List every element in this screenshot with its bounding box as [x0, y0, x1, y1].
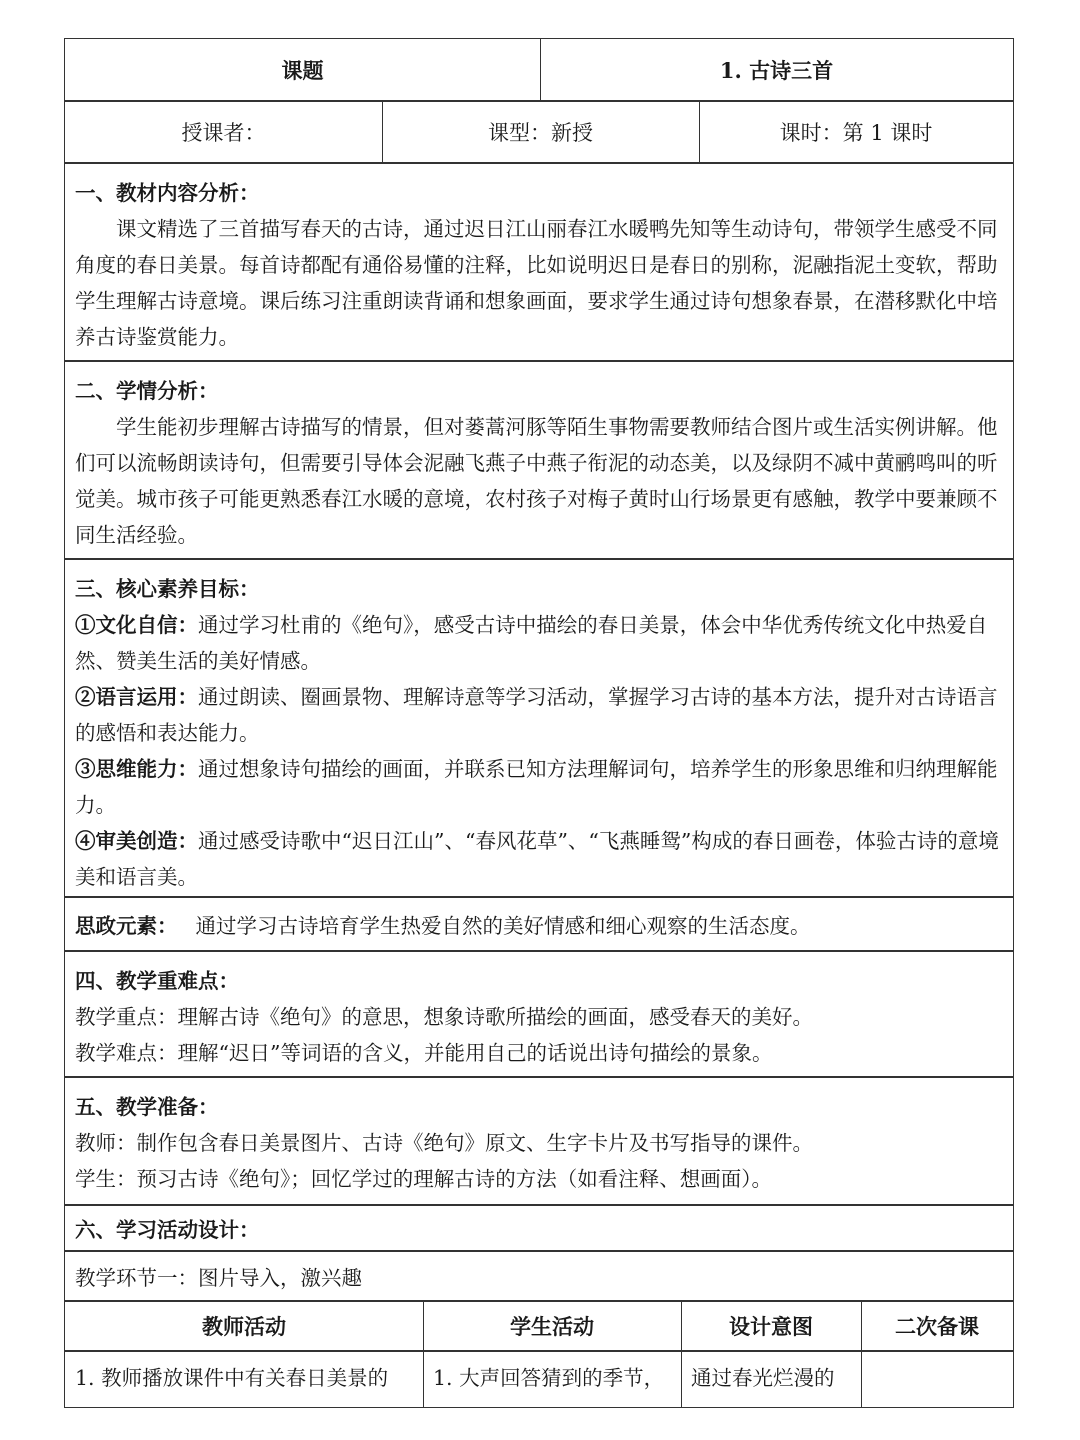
student-analysis-section	[64, 360, 1014, 560]
student-activity-cell: 1. 大声回答猜到的季节，	[433, 1366, 665, 1390]
textbook-analysis-section	[64, 162, 1014, 362]
teacher-field: 授课者：	[181, 121, 266, 145]
activity-table-header	[64, 1300, 1014, 1352]
section-heading: 二、学情分析：	[75, 379, 219, 403]
student-prep: 学生：预习古诗《绝句》；回忆学过的理解古诗的方法（如看注释、想画面）。	[75, 1167, 772, 1191]
design-intent-cell: 通过春光烂漫的	[691, 1366, 835, 1390]
teacher-prep: 教师：制作包含春日美景图片、古诗《绝句》原文、生字卡片及书写指导的课件。	[75, 1131, 813, 1155]
goal-item: ①文化自信：通过学习杜甫的《绝句》，感受古诗中描绘的春日美景，体会中华优秀传统文化中热爱自然、赞美生活的美好情感。	[75, 613, 988, 673]
section-heading: 五、教学准备：	[75, 1095, 219, 1119]
key-point: 教学重点：理解古诗《绝句》的意思，想象诗歌所描绘的画面，感受春天的美好。	[75, 1005, 813, 1029]
info-row	[64, 100, 1014, 164]
ideology-text: 通过学习古诗培育学生热爱自然的美好情感和细心观察的生活态度。	[195, 914, 811, 938]
goal-item: ③思维能力：通过想象诗句描绘的画面，并联系已知方法理解词句，培养学生的形象思维和归纳理解能力。	[75, 757, 998, 817]
preparation-section	[64, 1076, 1014, 1206]
second-prep-cell	[861, 1351, 1013, 1407]
stage-title: 教学环节一：图片导入，激兴趣	[75, 1266, 362, 1290]
lesson-period: 课时：第 1 课时	[779, 121, 933, 145]
difficult-point: 教学难点：理解“迟日”等词语的含义，并能用自己的话说出诗句描绘的景象。	[75, 1041, 773, 1065]
section-body: 课文精选了三首描写春天的古诗，通过迟日江山丽春江水暖鸭先知等生动诗句，带领学生感受不同角度的春日美景。每首诗都配有通俗易懂的注释，比如说明迟日是春日的别称，泥融指泥土变软，帮助学生理解古诗意境。课后练习注重朗读背诵和想象画面，要求学生通过诗句想象春景，在潜移默化中培养古诗鉴赏能力。	[75, 217, 998, 349]
title-row	[64, 38, 1014, 102]
header-student-activity: 学生活动	[510, 1314, 594, 1339]
goal-item: ④审美创造：通过感受诗歌中“迟日江山”、“春风花草”、“飞燕睡鸳”构成的春日画卷，体验古诗的意境美和语言美。	[75, 829, 999, 889]
ideology-row	[64, 896, 1014, 952]
teacher-activity-cell: 1. 教师播放课件中有关春日美景的	[75, 1366, 389, 1390]
subject-label: 课题	[281, 58, 324, 83]
core-goals-section	[64, 558, 1014, 898]
section-body: 学生能初步理解古诗描写的情景，但对蒌蒿河豚等陌生事物需要教师结合图片或生活实例讲解。他们可以流畅朗读诗句，但需要引导体会泥融飞燕子中燕子衔泥的动态美，以及绿阴不减中黄鹂鸣叫的听觉美。城市孩子可能更熟悉春江水暖的意境，农村孩子对梅子黄时山行场景更有感触，教学中要兼顾不同生活经验。	[75, 415, 998, 547]
section-heading: 四、教学重难点：	[75, 969, 239, 993]
activity-design-heading-row	[64, 1204, 1014, 1252]
section-heading: 六、学习活动设计：	[75, 1218, 260, 1242]
header-teacher-activity: 教师活动	[202, 1314, 286, 1339]
lesson-type: 课型：新授	[488, 121, 593, 145]
key-points-section	[64, 950, 1014, 1078]
lesson-title: 1. 古诗三首	[719, 58, 834, 83]
stage-row	[64, 1250, 1014, 1302]
section-heading: 三、核心素养目标：	[75, 577, 260, 601]
ideology-label: 思政元素：	[75, 914, 178, 938]
section-heading: 一、教材内容分析：	[75, 181, 260, 205]
goal-item: ②语言运用：通过朗读、圈画景物、理解诗意等学习活动，掌握学习古诗的基本方法，提升对古诗语言的感悟和表达能力。	[75, 685, 998, 745]
activity-table-row	[64, 1350, 1014, 1408]
header-second-prep: 二次备课	[895, 1314, 979, 1339]
header-design-intent: 设计意图	[729, 1314, 813, 1339]
